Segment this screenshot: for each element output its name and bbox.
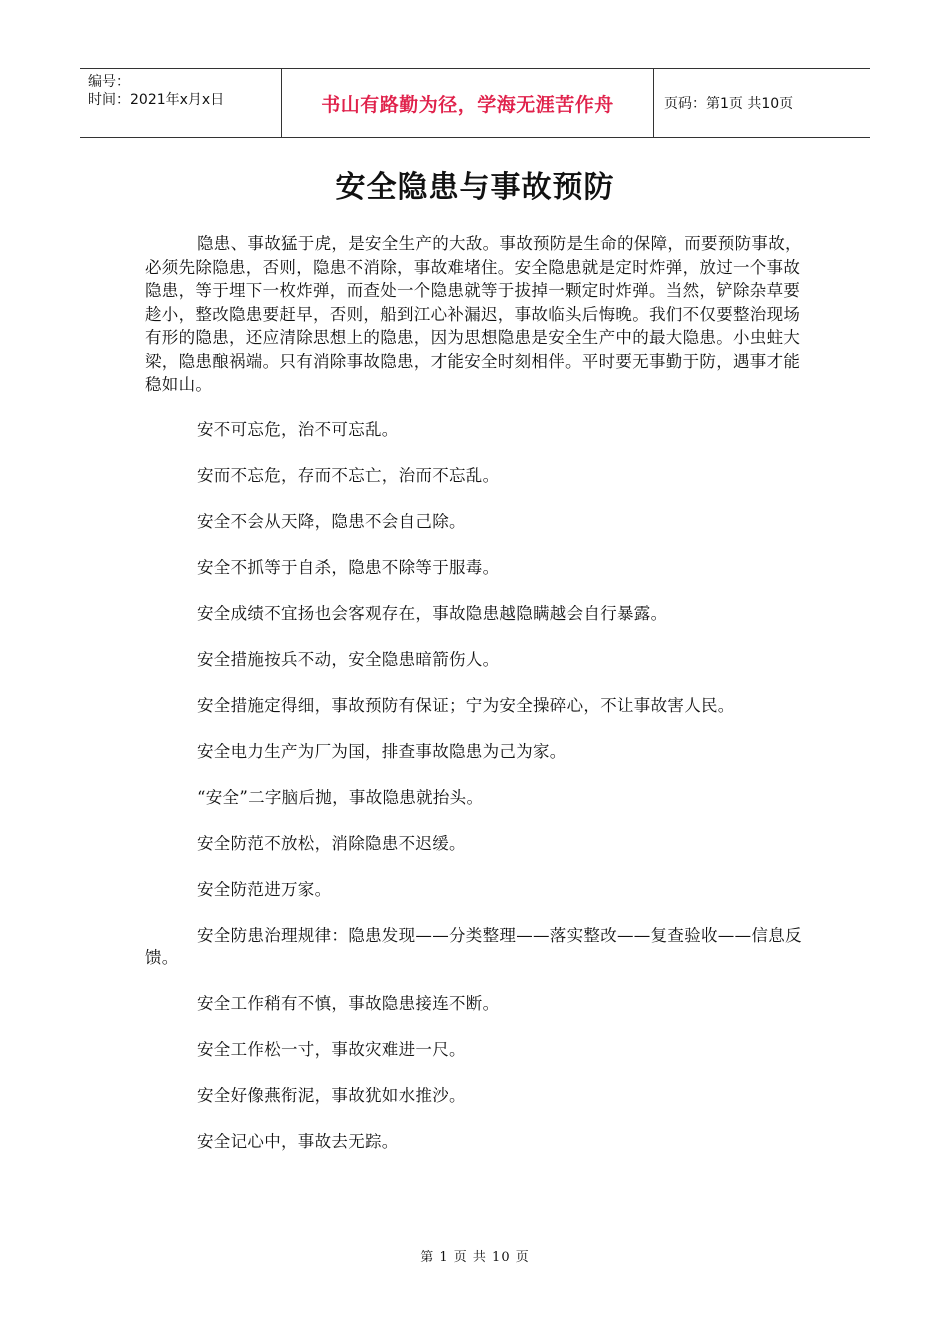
slogan-item: 安全不抓等于自杀，隐患不除等于服毒。	[197, 557, 500, 577]
slogan-item: 安全防范进万家。	[197, 879, 332, 899]
slogan-item: 安全成绩不宜扬也会客观存在，事故隐患越隐瞒越会自行暴露。	[197, 603, 668, 623]
slogan-item: 安全好像燕衔泥，事故犹如水推沙。	[197, 1085, 466, 1105]
number-label: 编号：	[88, 74, 130, 90]
header-page-info: 页码：第1页 共10页	[664, 96, 794, 112]
slogan-item: 安全措施按兵不动，安全隐患暗箭伤人。	[197, 649, 500, 669]
slogan-list	[145, 419, 805, 1153]
slogan-item: 安全工作稍有不慎，事故隐患接连不断。	[197, 993, 500, 1013]
slogan-item: 安全记心中，事故去无踪。	[197, 1131, 399, 1151]
document-body	[145, 232, 805, 1177]
page-footer: 第 1 页 共 10 页	[420, 1250, 530, 1265]
document-title: 安全隐患与事故预防	[335, 170, 615, 205]
slogan-item: 安而不忘危，存而不忘亡，治而不忘乱。	[197, 465, 500, 485]
slogan-item: 安全工作松一寸，事故灾难进一尺。	[197, 1039, 466, 1059]
slogan-item: 安全电力生产为厂为国，排查事故隐患为己为家。	[197, 741, 567, 761]
intro-paragraph: 隐患、事故猛于虎，是安全生产的大敌。事故预防是生命的保障，而要预防事故，必须先除隐患，否则，隐患不消除，事故难堵住。安全隐患就是定时炸弹，放过一个事故隐患，等于埋下一枚炸弹，而查处一个隐患就等于拔掉一颗定时炸弹。当然，铲除杂草要趁小，整改隐患要赶早，否则，船到江心补漏迟，事故临头后悔晚。我们不仅要整治现场有形的隐患，还应清除思想上的隐患，因为思想隐患是安全生产中的最大隐患。小虫蛀大梁，隐患酿祸端。只有消除事故隐患，才能安全时刻相伴。平时要无事勤于防，遇事才能稳如山。	[145, 234, 802, 394]
slogan-item: 安全防范不放松，消除隐患不迟缓。	[197, 833, 466, 853]
slogan-item: “安全”二字脑后抛，事故隐患就抬头。	[197, 787, 484, 807]
slogan-item: 安全防患治理规律：隐患发现——分类整理——落实整改——复查验收——信息反馈。	[145, 925, 802, 967]
header-motto: 书山有路勤为径，学海无涯苦作舟	[282, 69, 654, 137]
slogan-item: 安全措施定得细，事故预防有保证；宁为安全操碎心，不让事故害人民。	[197, 695, 735, 715]
header-meta	[80, 69, 282, 137]
document-header	[80, 68, 870, 138]
date-label: 时间：2021年x月x日	[88, 92, 225, 108]
slogan-item: 安全不会从天降，隐患不会自己除。	[197, 511, 466, 531]
slogan-item: 安不可忘危，治不可忘乱。	[197, 419, 399, 439]
